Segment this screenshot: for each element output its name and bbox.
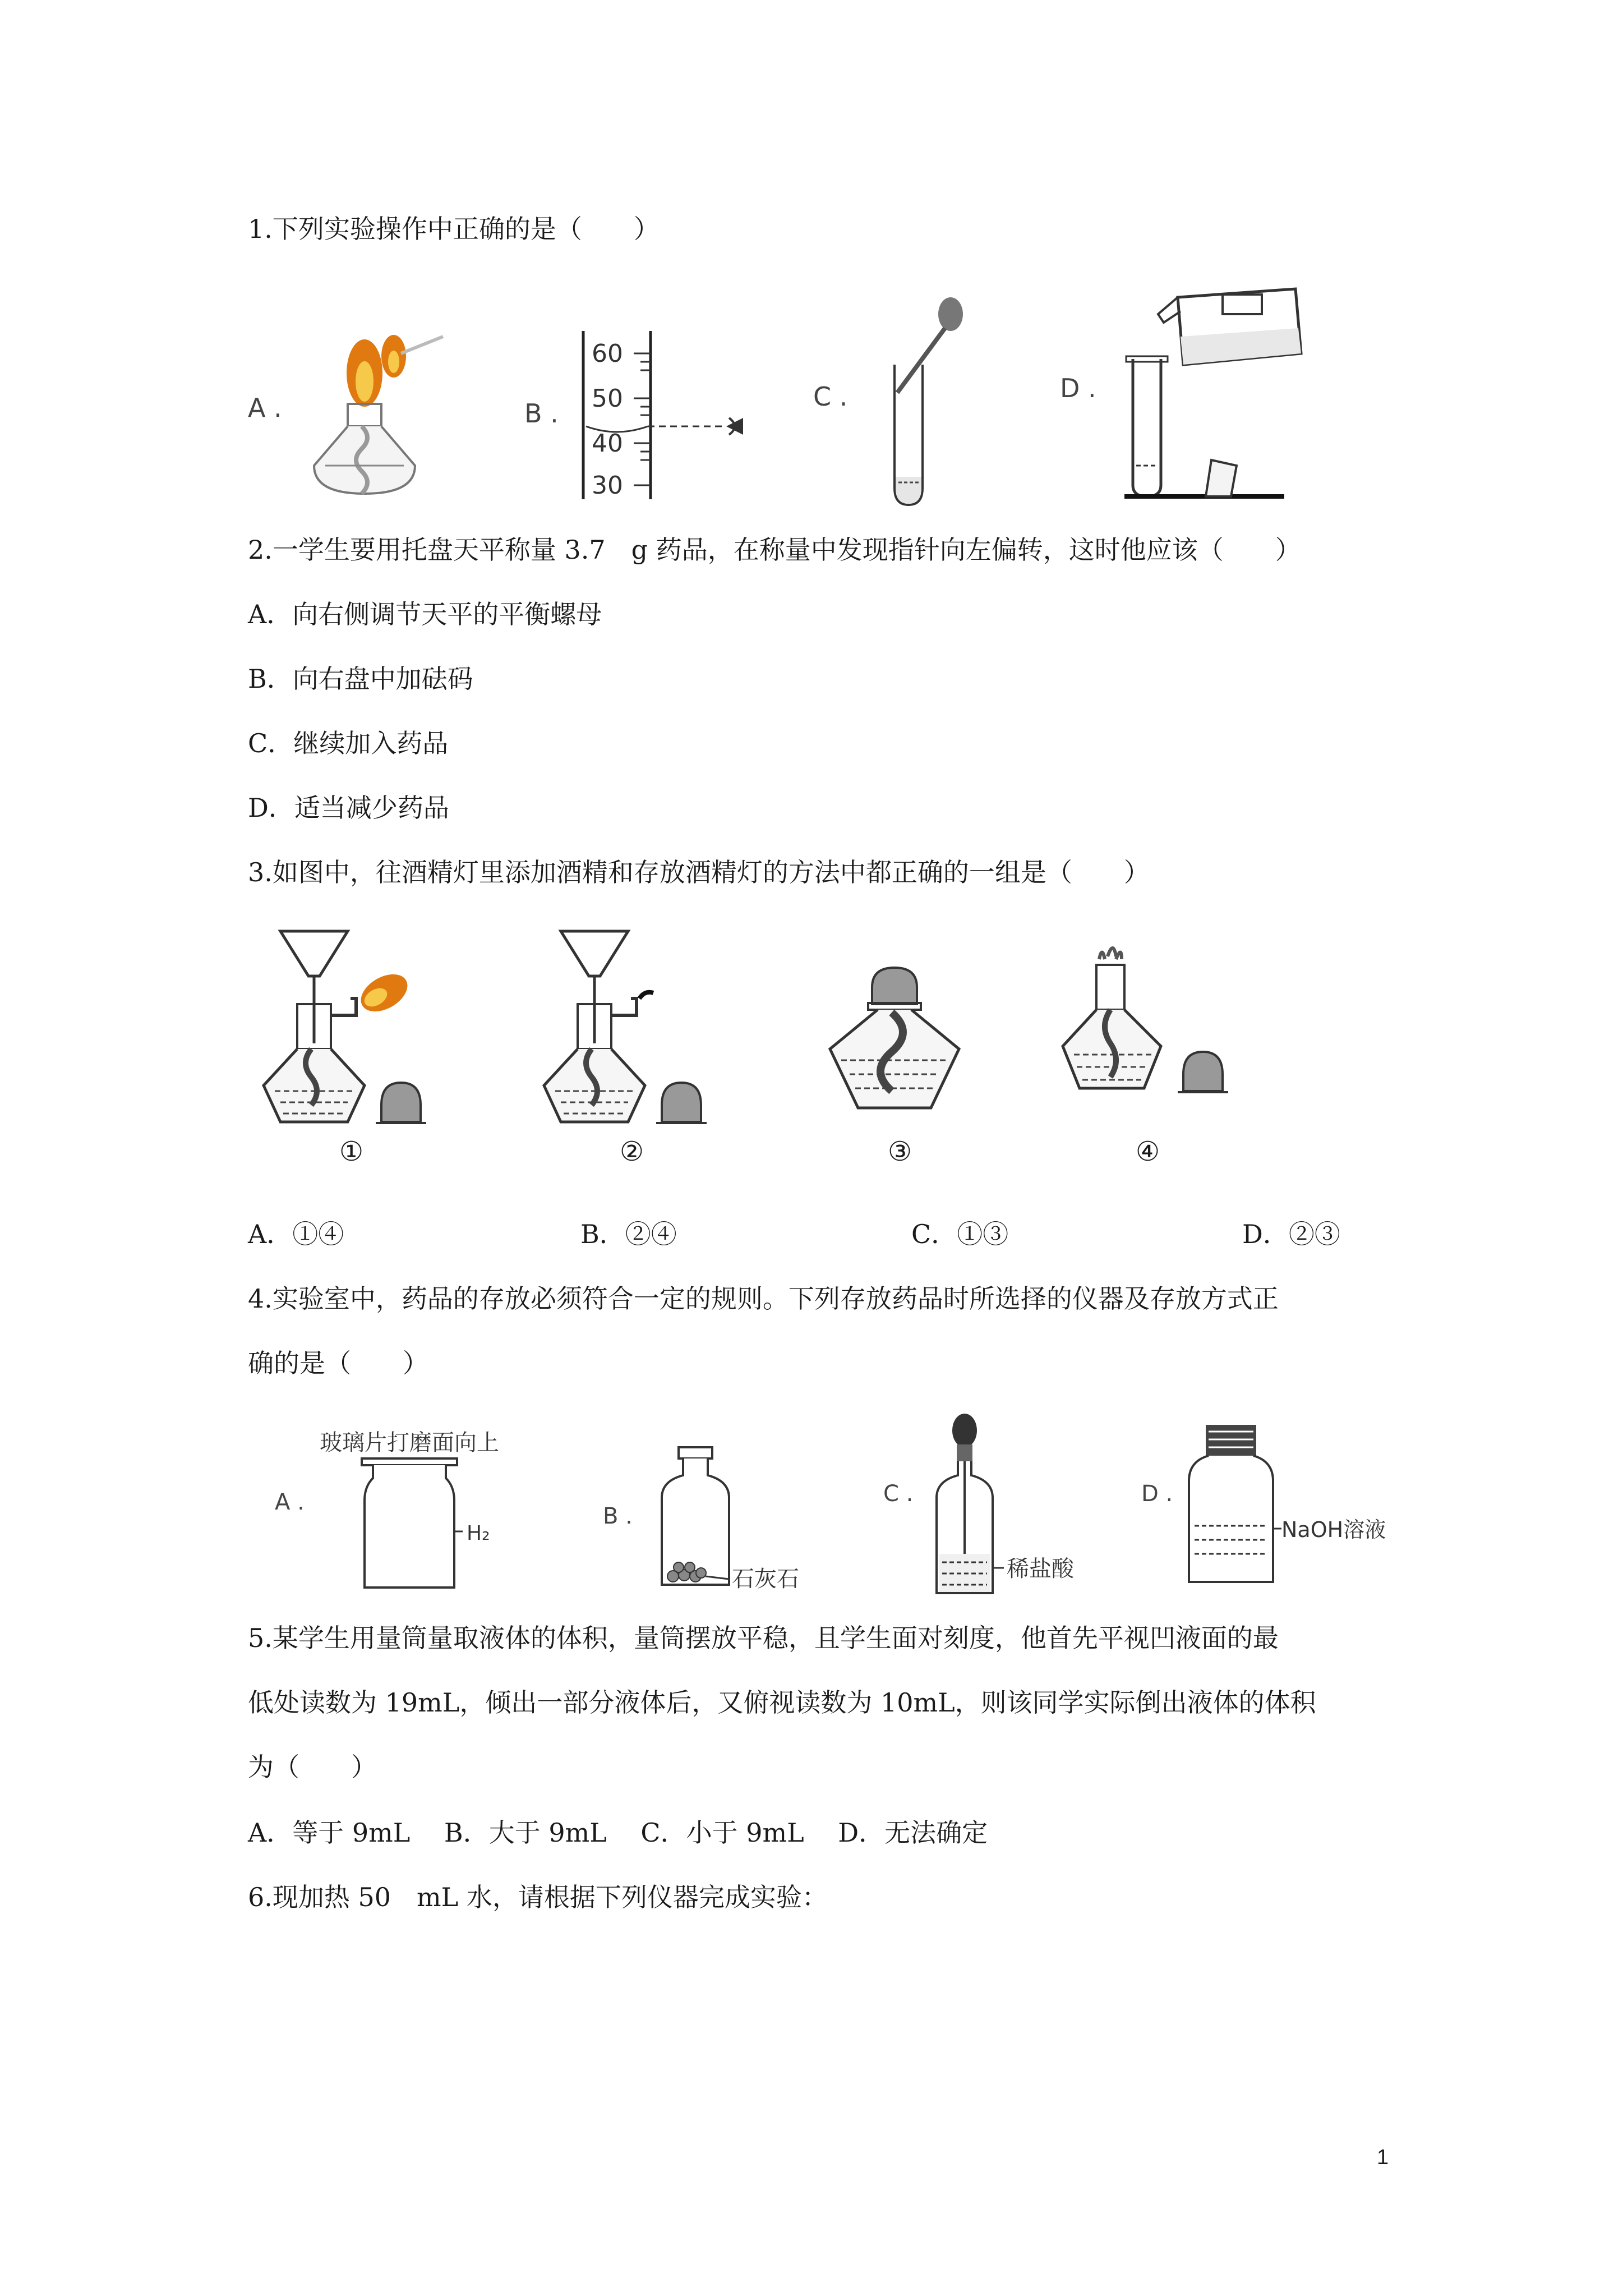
q5-line2: 低处读数为 19mL，倾出一部分液体后，又俯视读数为 10mL，则该同学实际倒出液体的体积 <box>248 1687 1316 1718</box>
q1-label-c: C . <box>813 381 848 412</box>
q4-figure-a-gas-jar <box>320 1425 522 1595</box>
tick-50: 50 <box>592 384 623 413</box>
q3-figure-label-2: ② <box>620 1136 644 1167</box>
q3-figure-3 <box>819 965 976 1135</box>
q4-stem-line1: 4.实验室中，药品的存放必须符合一定的规则。下列存放药品时所选择的仪器及存放方式正 <box>248 1283 1279 1314</box>
q4-label-c: C . <box>883 1481 914 1507</box>
q4-figure-c-dropper-bottle <box>920 1414 1099 1601</box>
q4-label-d: D . <box>1141 1481 1173 1507</box>
q3-figure-label-3: ③ <box>888 1136 912 1167</box>
page-number: 1 <box>1377 2146 1389 2169</box>
q4-figure-b-reagent-bottle <box>639 1447 819 1595</box>
q4-annotation-dilute-hcl: 稀盐酸 <box>1007 1556 1074 1582</box>
q5-options: A．等于 9mL B．大于 9mL C．小于 9mL D．无法确定 <box>248 1818 988 1848</box>
q4-label-b: B . <box>603 1503 633 1529</box>
q1-figure-b-graduated-cylinder <box>578 331 757 507</box>
q2-option-a: A．向右侧调节天平的平衡螺母 <box>248 599 602 629</box>
q4-figure-d-rubber-stopper-bottle <box>1183 1425 1386 1595</box>
q1-label-a: A . <box>248 393 282 423</box>
q6-stem: 6.现加热 50 mL 水，请根据下列仪器完成实验： <box>248 1882 828 1912</box>
q1-figure-d-pouring <box>1116 280 1312 507</box>
q3-option-b: B．②④ <box>580 1219 677 1249</box>
q4-annotation-limestone: 石灰石 <box>732 1566 799 1592</box>
q3-option-a: A．①④ <box>248 1219 344 1249</box>
tick-60: 60 <box>592 339 623 368</box>
q4-stem-line2: 确的是（ ） <box>248 1348 428 1378</box>
q1-label-b: B . <box>524 398 559 429</box>
q4-annotation-naoh: NaOH溶液 <box>1281 1517 1386 1542</box>
q5-line1: 5.某学生用量筒量取液体的体积，量筒摆放平稳，且学生面对刻度，他首先平视凹液面的最 <box>248 1623 1279 1653</box>
q1-figure-c-dropper <box>864 297 976 507</box>
q3-stem: 3.如图中，往酒精灯里添加酒精和存放酒精灯的方法中都正确的一组是（ ） <box>248 857 1150 887</box>
q2-stem: 2.一学生要用托盘天平称量 3.7 g 药品，在称量中发现指针向左偏转，这时他应该（ ） <box>248 535 1301 565</box>
q2-option-d: D．适当减少药品 <box>248 793 449 823</box>
q3-option-d: D．②③ <box>1242 1219 1340 1249</box>
q4-annotation-h2: H₂ <box>467 1522 490 1545</box>
tick-30: 30 <box>592 471 623 500</box>
q3-option-c: C．①③ <box>911 1219 1009 1249</box>
q3-figure-4 <box>1054 942 1245 1130</box>
q4-label-a: A . <box>275 1489 305 1515</box>
tick-40: 40 <box>592 429 623 458</box>
q1-figure-a-alcohol-lamp <box>303 325 471 501</box>
q3-figure-label-4: ④ <box>1136 1136 1160 1167</box>
q1-label-d: D . <box>1060 373 1096 403</box>
q1-stem: 1.下列实验操作中正确的是（ ） <box>248 214 660 244</box>
q3-figure-1 <box>258 931 437 1135</box>
q4-annotation-glass-plate: 玻璃片打磨面向上 <box>320 1430 499 1456</box>
q3-figure-2 <box>538 931 718 1135</box>
q2-option-c: C．继续加入药品 <box>248 728 449 758</box>
q5-line3: 为（ ） <box>248 1752 377 1782</box>
q3-figure-label-1: ① <box>339 1136 364 1167</box>
q2-option-b: B．向右盘中加砝码 <box>248 664 473 694</box>
